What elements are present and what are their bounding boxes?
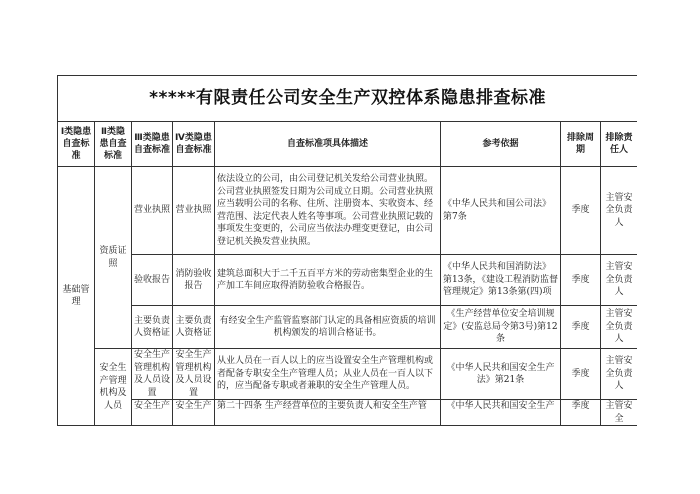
table-row: [58, 400, 638, 426]
header-level2: Ⅱ类隐患自查标准: [95, 122, 132, 167]
header-reference: 参考依据: [441, 122, 561, 167]
row-level3: 安全生产管理机构及人员设置: [132, 349, 173, 400]
row-cycle: 季度: [561, 255, 601, 306]
standards-table: [57, 75, 637, 426]
row-level3: 营业执照: [132, 167, 173, 255]
row-responsible: 主管安全负责人: [601, 349, 638, 400]
table-row: [58, 306, 638, 349]
row-reference: 《中华人民共和国安全生产: [441, 400, 561, 426]
row-cycle: 季度: [561, 306, 601, 349]
row-description: 依法设立的公司，由公司登记机关发给公司营业执照。公司营业执照签发日期为公司成立日期。公司营业执照应当载明公司的名称、住所、注册资本、实收资本、经营范围、法定代表人姓名等事项。公司营业执照记载的事项发生变更的，公司应当依法办理变更登记，由公司登记机关换发营业执照。: [215, 167, 441, 255]
row-level3: 主要负责人资格证: [132, 306, 173, 349]
row-responsible: 主管安全负责人: [601, 306, 638, 349]
group-basic-management: 基础管理: [58, 167, 95, 426]
row-level4: 安全生产: [173, 400, 215, 426]
group-qualification-cert: 资质证照: [95, 167, 132, 349]
document-title: *****有限责任公司安全生产双控体系隐患排查标准: [58, 76, 638, 122]
row-cycle: 季度: [561, 400, 601, 426]
row-responsible: 主管安全: [601, 400, 638, 426]
row-level4: 消防验收报告: [173, 255, 215, 306]
row-level3: 验收报告: [132, 255, 173, 306]
row-cycle: 季度: [561, 167, 601, 255]
row-reference: 《中华人民共和国公司法》第7条: [441, 167, 561, 255]
title-row: [58, 76, 638, 122]
standards-sheet: [57, 75, 637, 494]
row-cycle: 季度: [561, 349, 601, 400]
row-reference: 《中华人民共和国安全生产法》第21条: [441, 349, 561, 400]
row-reference: 《中华人民共和国消防法》第13条，《建设工程消防监督管理规定》第13条第(四)项: [441, 255, 561, 306]
table-row: [58, 349, 638, 400]
row-level4: 主要负责人资格证: [173, 306, 215, 349]
header-level1: Ⅰ类隐患自查标准: [58, 122, 95, 167]
header-level4: Ⅳ类隐患自查标准: [173, 122, 215, 167]
table-row: [58, 167, 638, 255]
row-description: 建筑总面积大于二千五百平方米的劳动密集型企业的生产加工车间应取得消防验收合格报告。: [215, 255, 441, 306]
row-level3: 安全生产: [132, 400, 173, 426]
header-level3: Ⅲ类隐患自查标准: [132, 122, 173, 167]
header-row: [58, 122, 638, 167]
header-cycle: 排除周期: [561, 122, 601, 167]
row-responsible: 主管安全负责人: [601, 255, 638, 306]
row-description: 有经安全生产监管监察部门认定的具备相应资质的培训机构颁发的培训合格证书。: [215, 306, 441, 349]
row-responsible: 主管安全负责人: [601, 167, 638, 255]
row-level4: 营业执照: [173, 167, 215, 255]
header-responsible: 排除责任人: [601, 122, 638, 167]
group-safety-org: 安全生产管理机构及人员: [95, 349, 132, 426]
row-reference: 《生产经营单位安全培训规定》(安监总局令第3号)第12条: [441, 306, 561, 349]
row-description: 从业人员在一百人以上的应当设置安全生产管理机构或者配备专职安全生产管理人员；从业人员在一百人以下的，应当配备专职或者兼职的安全生产管理人员。: [215, 349, 441, 400]
row-description: 第二十四条 生产经营单位的主要负责人和安全生产管: [215, 400, 441, 426]
row-level4: 安全生产管理机构及人员设置: [173, 349, 215, 400]
header-description: 自查标准项具体描述: [215, 122, 441, 167]
table-row: [58, 255, 638, 306]
